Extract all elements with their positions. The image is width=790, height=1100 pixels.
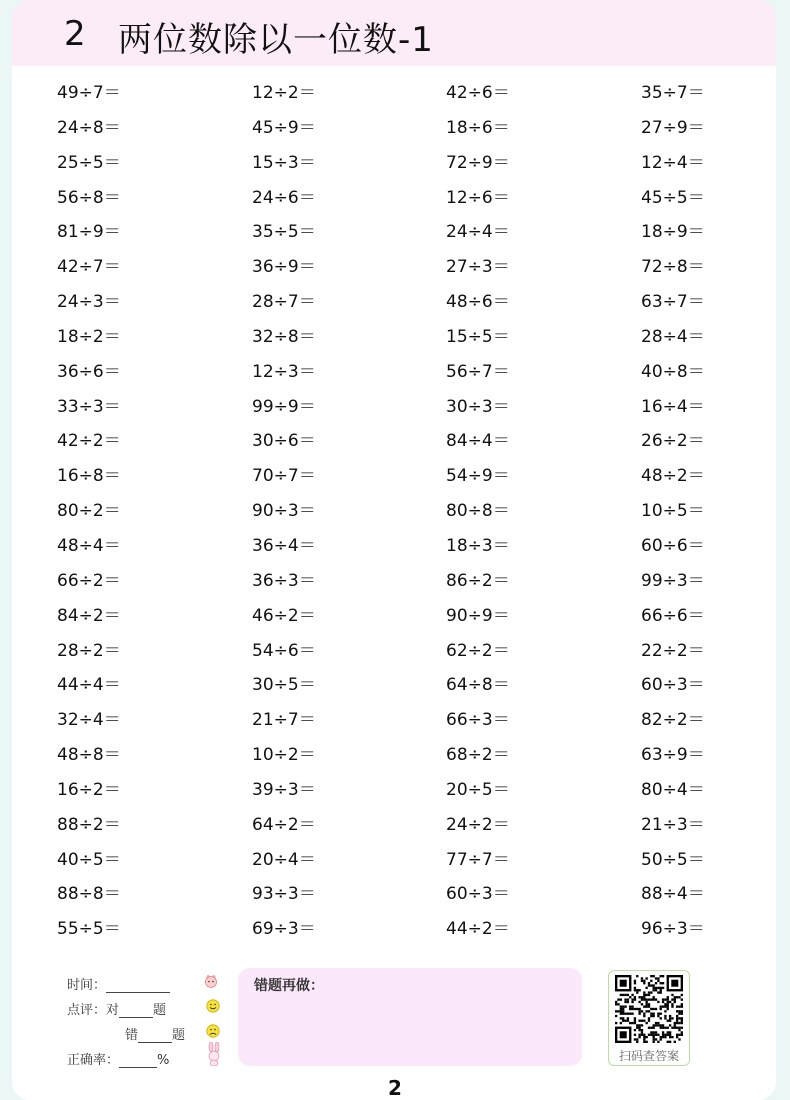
division-problem: 64÷2＝ <box>252 814 316 835</box>
problem-row <box>12 593 776 628</box>
division-problem: 82÷2＝ <box>641 710 705 731</box>
division-problem: 28÷7＝ <box>252 292 316 313</box>
division-problem: 12÷2＝ <box>252 83 316 103</box>
division-problem: 88÷8＝ <box>57 884 121 905</box>
correct-unit: 题 <box>153 1003 167 1018</box>
division-problem: 60÷3＝ <box>446 884 510 905</box>
division-problem: 18÷3＝ <box>446 535 510 556</box>
page-number: 2 <box>388 1076 402 1100</box>
division-problem: 64÷8＝ <box>446 675 510 696</box>
page-title: 两位数除以一位数-1 <box>118 20 434 60</box>
division-problem: 24÷6＝ <box>252 187 316 208</box>
correct-blank[interactable] <box>119 1005 153 1018</box>
division-problem: 15÷3＝ <box>252 152 316 173</box>
problem-row <box>12 871 776 906</box>
division-problem: 70÷7＝ <box>252 466 316 487</box>
problem-row <box>12 105 776 140</box>
division-problem: 99÷9＝ <box>252 396 316 417</box>
percent-sign: % <box>157 1053 170 1068</box>
division-problem: 36÷6＝ <box>57 361 121 382</box>
frown-face-icon <box>206 1024 220 1038</box>
comment-label: 点评： <box>67 1003 107 1018</box>
problem-row <box>12 558 776 593</box>
accuracy-label: 正确率： <box>67 1053 120 1068</box>
division-problem: 20÷4＝ <box>252 849 316 870</box>
problem-row <box>12 209 776 244</box>
division-problem: 80÷4＝ <box>641 779 705 800</box>
division-problem: 72÷9＝ <box>446 152 510 173</box>
cat-face-icon <box>204 974 218 988</box>
division-problem: 99÷3＝ <box>641 570 705 591</box>
wrong-unit: 题 <box>172 1028 186 1043</box>
division-problem: 22÷2＝ <box>641 640 705 661</box>
division-problem: 44÷2＝ <box>446 919 510 940</box>
smile-face-icon <box>206 999 220 1013</box>
qr-code-icon <box>615 975 683 1043</box>
problem-row <box>12 906 776 941</box>
division-problem: 40÷5＝ <box>57 849 121 870</box>
division-problem: 77÷7＝ <box>446 849 510 870</box>
problem-row <box>12 279 776 314</box>
problem-row <box>12 140 776 175</box>
division-problem: 28÷2＝ <box>57 640 121 661</box>
time-label: 时间： <box>67 978 107 993</box>
title-number: 2 <box>64 14 86 54</box>
division-problem: 48÷2＝ <box>641 466 705 487</box>
division-problem: 12÷3＝ <box>252 361 316 382</box>
division-problem: 45÷5＝ <box>641 187 705 208</box>
division-problem: 10÷2＝ <box>252 745 316 766</box>
division-problem: 54÷6＝ <box>252 640 316 661</box>
problem-row <box>12 314 776 349</box>
division-problem: 42÷7＝ <box>57 257 121 278</box>
division-problem: 88÷4＝ <box>641 884 705 905</box>
division-problem: 39÷3＝ <box>252 779 316 800</box>
division-problem: 66÷6＝ <box>641 605 705 626</box>
wrong-label: 错 <box>125 1028 139 1043</box>
problem-row <box>12 523 776 558</box>
division-problem: 46÷2＝ <box>252 605 316 626</box>
problem-row <box>12 175 776 210</box>
division-problem: 48÷6＝ <box>446 292 510 313</box>
division-problem: 62÷2＝ <box>446 640 510 661</box>
problem-row <box>12 244 776 279</box>
division-problem: 49÷7＝ <box>57 83 121 103</box>
division-problem: 20÷5＝ <box>446 779 510 800</box>
problem-row <box>12 488 776 523</box>
division-problem: 24÷2＝ <box>446 814 510 835</box>
division-problem: 66÷2＝ <box>57 570 121 591</box>
division-problem: 80÷2＝ <box>57 501 121 522</box>
division-problem: 69÷3＝ <box>252 919 316 940</box>
problem-row <box>12 802 776 837</box>
problem-row <box>12 697 776 732</box>
division-problem: 81÷9＝ <box>57 222 121 243</box>
division-problem: 24÷3＝ <box>57 292 121 313</box>
division-problem: 21÷3＝ <box>641 814 705 835</box>
division-problem: 33÷3＝ <box>57 396 121 417</box>
division-problem: 21÷7＝ <box>252 710 316 731</box>
division-problem: 25÷5＝ <box>57 152 121 173</box>
problem-row <box>12 384 776 419</box>
problem-row <box>12 732 776 767</box>
division-problem: 35÷5＝ <box>252 222 316 243</box>
division-problem: 80÷8＝ <box>446 501 510 522</box>
division-problem: 28÷4＝ <box>641 326 705 347</box>
problem-row <box>12 418 776 453</box>
problem-row <box>12 767 776 802</box>
problem-row <box>12 628 776 663</box>
correct-label: 对 <box>106 1003 120 1018</box>
problem-row <box>12 349 776 384</box>
division-problem: 24÷8＝ <box>57 117 121 138</box>
division-problem: 72÷8＝ <box>641 257 705 278</box>
division-problem: 45÷9＝ <box>252 117 316 138</box>
redo-area[interactable] <box>238 968 582 1066</box>
division-problem: 27÷9＝ <box>641 117 705 138</box>
division-problem: 16÷8＝ <box>57 466 121 487</box>
division-problem: 68÷2＝ <box>446 745 510 766</box>
division-problem: 90÷3＝ <box>252 501 316 522</box>
rabbit-icon <box>206 1042 222 1066</box>
division-problem: 30÷5＝ <box>252 675 316 696</box>
division-problem: 16÷2＝ <box>57 779 121 800</box>
division-problem: 88÷2＝ <box>57 814 121 835</box>
qr-caption: 扫码查答案 <box>618 1049 679 1063</box>
division-problem: 84÷2＝ <box>57 605 121 626</box>
problem-row <box>12 70 776 105</box>
division-problem: 36÷3＝ <box>252 570 316 591</box>
redo-label: 错题再做： <box>254 978 324 994</box>
problem-row <box>12 453 776 488</box>
division-problem: 12÷4＝ <box>641 152 705 173</box>
time-blank[interactable] <box>106 980 170 993</box>
division-problem: 66÷3＝ <box>446 710 510 731</box>
division-problem: 54÷9＝ <box>446 466 510 487</box>
division-problem: 60÷6＝ <box>641 535 705 556</box>
division-problem: 30÷6＝ <box>252 431 316 452</box>
title-bar <box>12 0 776 66</box>
division-problem: 24÷4＝ <box>446 222 510 243</box>
problem-row <box>12 837 776 872</box>
division-problem: 56÷8＝ <box>57 187 121 208</box>
problem-row <box>12 662 776 697</box>
division-problem: 40÷8＝ <box>641 361 705 382</box>
division-problem: 84÷4＝ <box>446 431 510 452</box>
score-panel <box>67 972 227 1072</box>
wrong-blank[interactable] <box>138 1030 172 1043</box>
division-problem: 35÷7＝ <box>641 83 705 103</box>
division-problem: 18÷2＝ <box>57 326 121 347</box>
division-problem: 32÷8＝ <box>252 326 316 347</box>
worksheet-page <box>12 0 776 1100</box>
answer-qr-code[interactable] <box>608 970 690 1066</box>
division-problem: 42÷2＝ <box>57 431 121 452</box>
division-problem: 93÷3＝ <box>252 884 316 905</box>
division-problem: 63÷9＝ <box>641 745 705 766</box>
division-problem: 90÷9＝ <box>446 605 510 626</box>
division-problem: 55÷5＝ <box>57 919 121 940</box>
division-problem: 15÷5＝ <box>446 326 510 347</box>
division-problem: 50÷5＝ <box>641 849 705 870</box>
division-problem: 86÷2＝ <box>446 570 510 591</box>
division-problem: 32÷4＝ <box>57 710 121 731</box>
division-problem: 96÷3＝ <box>641 919 705 940</box>
division-problem: 26÷2＝ <box>641 431 705 452</box>
division-problem: 36÷9＝ <box>252 257 316 278</box>
division-problem: 27÷3＝ <box>446 257 510 278</box>
division-problem: 18÷6＝ <box>446 117 510 138</box>
division-problem: 36÷4＝ <box>252 535 316 556</box>
division-problem: 30÷3＝ <box>446 396 510 417</box>
division-problem: 48÷4＝ <box>57 535 121 556</box>
problem-grid <box>12 70 776 941</box>
division-problem: 18÷9＝ <box>641 222 705 243</box>
division-problem: 56÷7＝ <box>446 361 510 382</box>
division-problem: 42÷6＝ <box>446 83 510 103</box>
division-problem: 63÷7＝ <box>641 292 705 313</box>
division-problem: 12÷6＝ <box>446 187 510 208</box>
accuracy-blank[interactable] <box>119 1055 157 1068</box>
division-problem: 48÷8＝ <box>57 745 121 766</box>
division-problem: 44÷4＝ <box>57 675 121 696</box>
division-problem: 60÷3＝ <box>641 675 705 696</box>
division-problem: 16÷4＝ <box>641 396 705 417</box>
division-problem: 10÷5＝ <box>641 501 705 522</box>
